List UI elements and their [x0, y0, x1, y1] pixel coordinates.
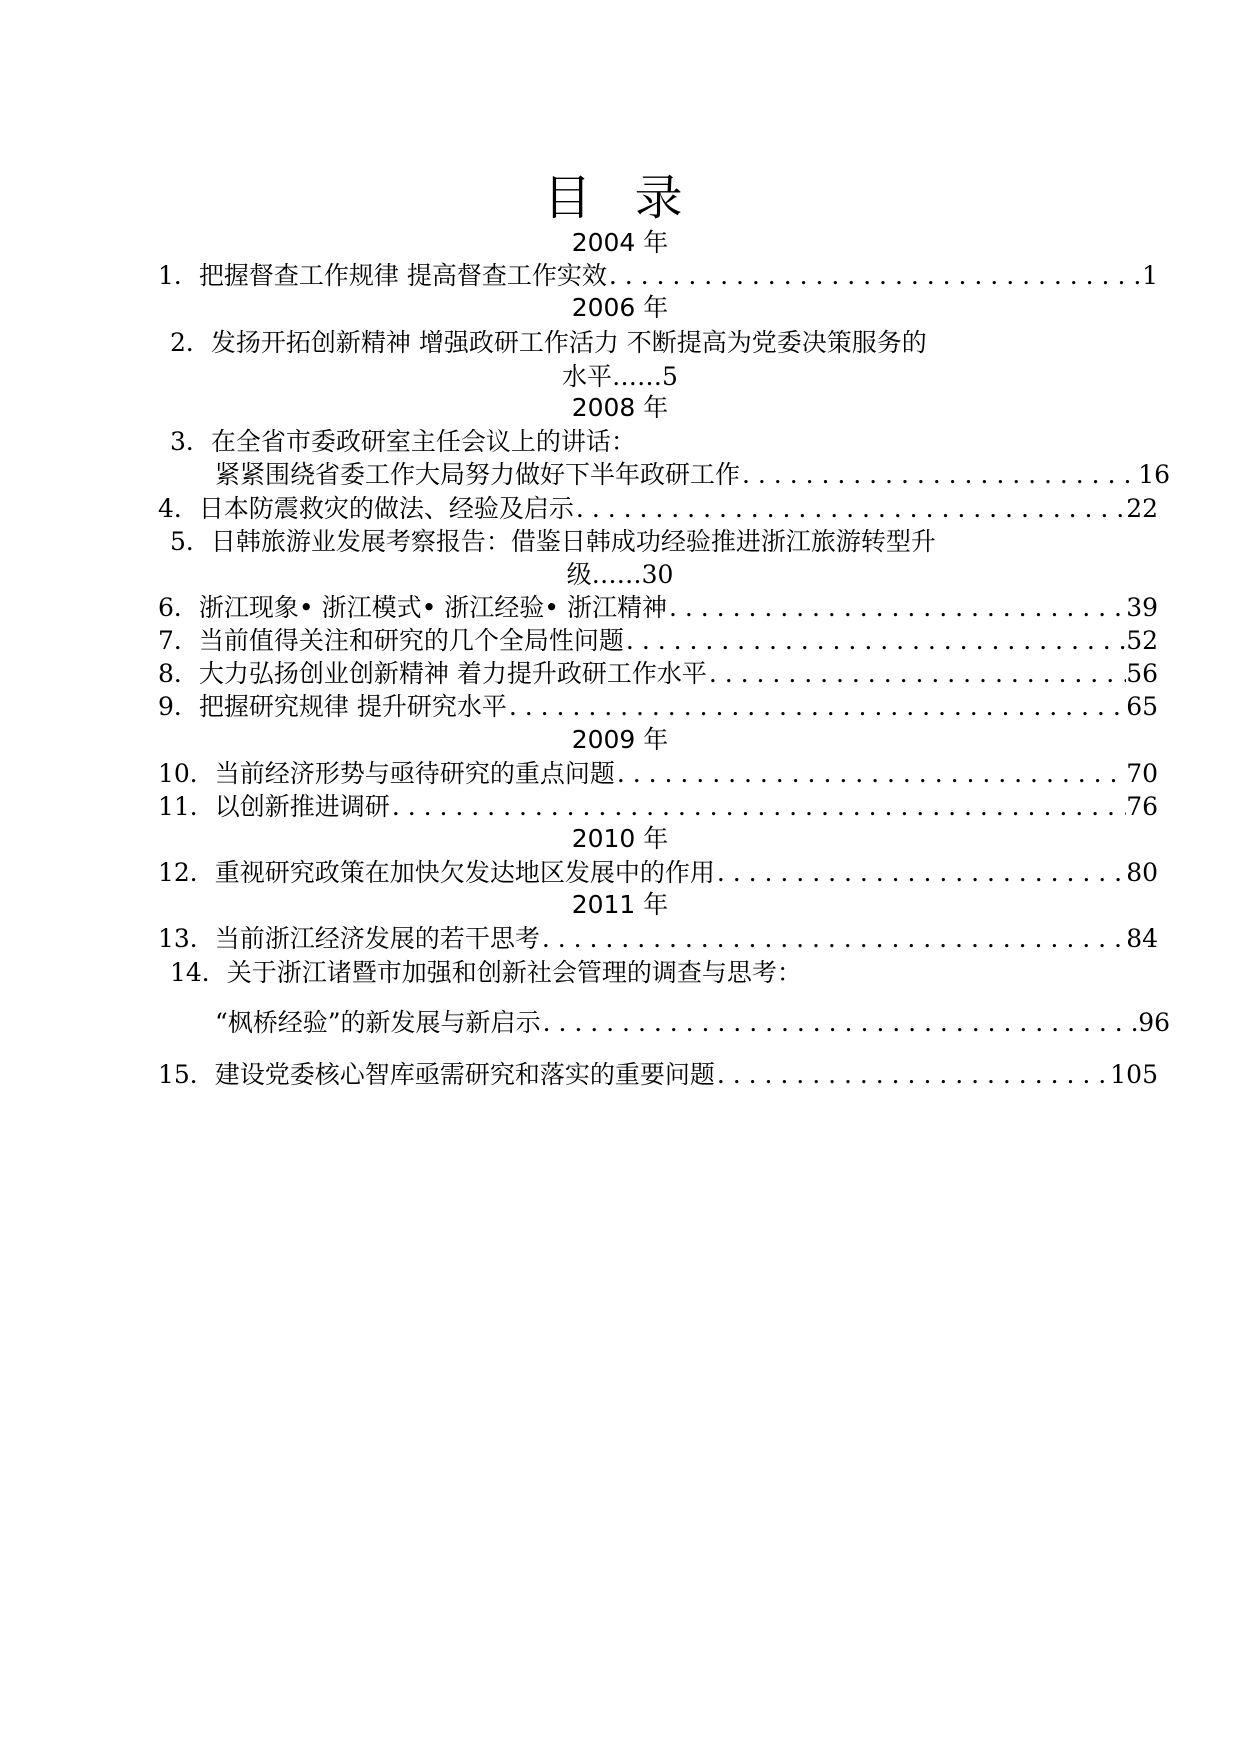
dot-leader — [715, 857, 1126, 889]
dot-leader — [574, 493, 1126, 525]
dot-leader — [667, 592, 1126, 624]
year-heading-2006: 2006 年 — [571, 293, 669, 322]
page-number: 1 — [1142, 261, 1158, 290]
year-heading-2008: 2008 年 — [571, 393, 669, 422]
toc-entry-14[interactable] — [215, 1007, 1170, 1039]
entry-title: 6．浙江现象• 浙江模式• 浙江经验• 浙江精神 — [158, 593, 667, 622]
dot-leader — [624, 625, 1126, 657]
dot-leader — [715, 1059, 1110, 1091]
year-heading-2004: 2004 年 — [571, 228, 669, 257]
page-number: 56 — [1126, 659, 1158, 688]
page-number: 80 — [1126, 858, 1158, 887]
toc-entry-11[interactable] — [158, 791, 1158, 823]
toc-entry-2-line2[interactable]: 水平……5 — [562, 362, 678, 391]
entry-title: 13．当前浙江经济发展的若干思考 — [158, 924, 540, 953]
page-number: 52 — [1126, 626, 1158, 655]
entry-title: 9．把握研究规律 提升研究水平 — [158, 692, 507, 721]
toc-entry-7[interactable] — [158, 625, 1158, 657]
entry-title: “枫桥经验”的新发展与新启示 — [215, 1008, 541, 1037]
page-title: 目 录 — [543, 170, 697, 226]
toc-entry-15[interactable] — [158, 1059, 1158, 1091]
dot-leader — [707, 658, 1126, 690]
toc-entry-6[interactable] — [158, 592, 1158, 624]
entry-title: 10．当前经济形势与亟待研究的重点问题 — [158, 759, 615, 788]
page-number: 65 — [1126, 692, 1158, 721]
toc-entry-14-line1[interactable]: 14．关于浙江诸暨市加强和创新社会管理的调查与思考： — [170, 958, 802, 987]
toc-entry-4[interactable] — [158, 493, 1158, 525]
toc-entry-1[interactable] — [158, 260, 1158, 292]
dot-leader — [615, 758, 1126, 790]
entry-title: 12．重视研究政策在加快欠发达地区发展中的作用 — [158, 858, 715, 887]
page-number: 96 — [1138, 1008, 1170, 1037]
dot-leader — [541, 1007, 1139, 1039]
toc-entry-3[interactable] — [215, 459, 1170, 491]
page-number: 39 — [1126, 593, 1158, 622]
entry-title: 8．大力弘扬创业创新精神 着力提升政研工作水平 — [158, 659, 707, 688]
page-number: 70 — [1126, 759, 1158, 788]
dot-leader — [507, 691, 1126, 723]
dot-leader — [540, 923, 1126, 955]
toc-entry-8[interactable] — [158, 658, 1158, 690]
toc-entry-5-line2[interactable]: 级……30 — [566, 560, 674, 589]
page-number: 76 — [1126, 792, 1158, 821]
toc-entry-13[interactable] — [158, 923, 1158, 955]
year-heading-2009: 2009 年 — [571, 725, 669, 754]
toc-entry-12[interactable] — [158, 857, 1158, 889]
year-heading-2011: 2011 年 — [571, 890, 669, 919]
year-heading-2010: 2010 年 — [571, 824, 669, 853]
toc-entry-10[interactable] — [158, 758, 1158, 790]
entry-title: 4．日本防震救灾的做法、经验及启示 — [158, 494, 574, 523]
entry-title: 7．当前值得关注和研究的几个全局性问题 — [158, 626, 624, 655]
dot-leader — [740, 459, 1138, 491]
page-number: 22 — [1126, 494, 1158, 523]
dot-leader — [607, 260, 1142, 292]
entry-title: 15．建设党委核心智库亟需研究和落实的重要问题 — [158, 1060, 715, 1089]
toc-entry-3-line1[interactable]: 3．在全省市委政研室主任会议上的讲话： — [170, 427, 636, 456]
toc-entry-9[interactable] — [158, 691, 1158, 723]
page-number: 84 — [1126, 924, 1158, 953]
entry-title: 11．以创新推进调研 — [158, 792, 390, 821]
toc-entry-5-line1[interactable]: 5．日韩旅游业发展考察报告：借鉴日韩成功经验推进浙江旅游转型升 — [170, 527, 936, 556]
entry-title: 1．把握督查工作规律 提高督查工作实效 — [158, 261, 607, 290]
toc-entry-2-line1[interactable]: 2．发扬开拓创新精神 增强政研工作活力 不断提高为党委决策服务的 — [170, 328, 927, 357]
dot-leader — [390, 791, 1126, 823]
page-number: 16 — [1138, 460, 1170, 489]
entry-title: 紧紧围绕省委工作大局努力做好下半年政研工作 — [215, 460, 741, 489]
page-number: 105 — [1110, 1060, 1158, 1089]
